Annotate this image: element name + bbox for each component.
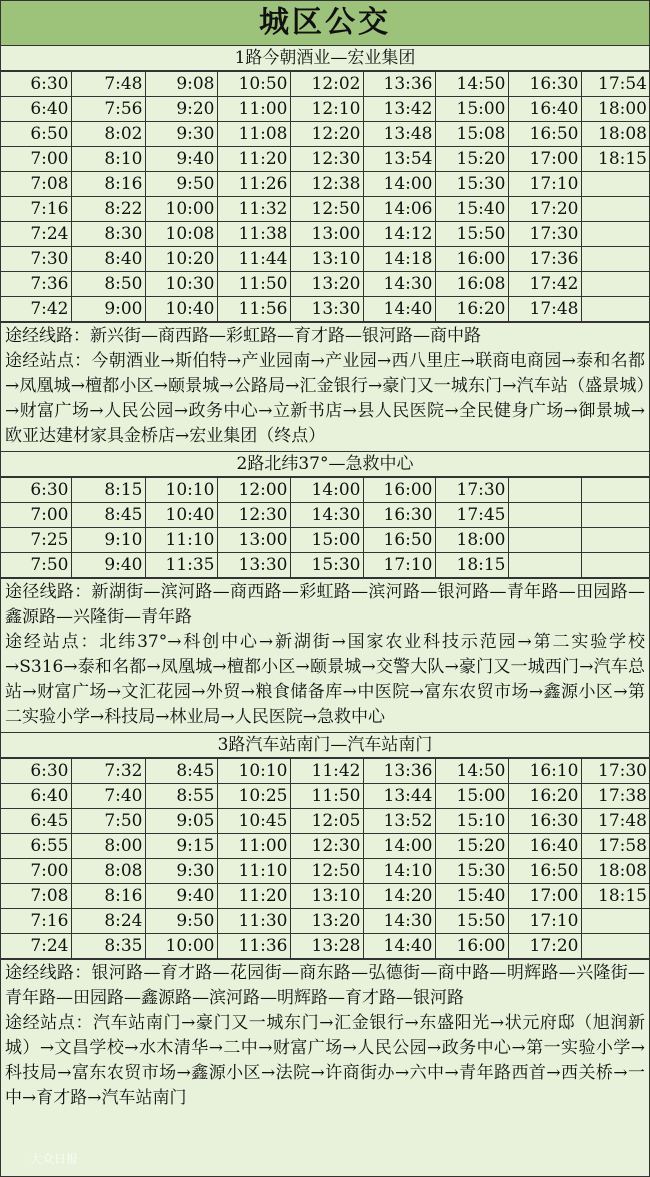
route-2-stops: 途经站点：北纬37°→科创中心→新湖街→国家农业科技示范园→第二实验学校→S316→泰和名都→凤凰城→檀都小区→颐景城→交警大队→豪门又一城西门→汽车总站→财富广场→文汇花园→外贸→粮食储备库→中医院→富东农贸市场→鑫源小区→第二实验小学→科技局→林业局→人民医院→急救中心 [5, 632, 645, 727]
departure-time-cell: 17:30 [508, 222, 581, 247]
departure-time-cell: 15:30 [435, 859, 508, 884]
departure-time-cell [508, 478, 581, 503]
departure-time-cell: 13:10 [290, 884, 363, 909]
route-2-schedule [1, 477, 649, 578]
departure-time-cell: 8:40 [71, 247, 145, 272]
departure-time-cell: 8:30 [71, 222, 145, 247]
departure-time-cell: 15:50 [435, 909, 508, 934]
schedule-row [1, 478, 649, 503]
departure-time-cell: 7:08 [1, 172, 71, 197]
departure-time-cell: 10:25 [217, 784, 290, 809]
departure-time-cell: 7:24 [1, 222, 71, 247]
departure-time-cell: 10:00 [145, 934, 217, 959]
departure-time-cell: 9:40 [71, 553, 145, 578]
departure-time-cell: 13:00 [217, 528, 290, 553]
departure-time-cell: 17:42 [508, 272, 581, 297]
page-title: 城区公交 [1, 1, 649, 46]
departure-time-cell: 9:00 [71, 297, 145, 322]
departure-time-cell: 7:00 [1, 859, 71, 884]
departure-time-cell: 14:00 [290, 478, 363, 503]
departure-time-cell: 16:50 [508, 122, 581, 147]
departure-time-cell: 11:50 [290, 784, 363, 809]
departure-time-cell [581, 934, 649, 959]
departure-time-cell: 11:10 [145, 528, 217, 553]
departure-time-cell: 14:18 [363, 247, 435, 272]
departure-time-cell: 16:50 [508, 859, 581, 884]
departure-time-cell: 9:40 [145, 147, 217, 172]
departure-time-cell: 12:30 [217, 503, 290, 528]
departure-time-cell: 18:00 [581, 97, 649, 122]
departure-time-cell: 18:15 [435, 553, 508, 578]
departure-time-cell: 7:40 [71, 784, 145, 809]
departure-time-cell [581, 553, 649, 578]
departure-time-cell [581, 247, 649, 272]
departure-time-cell: 16:20 [508, 784, 581, 809]
departure-time-cell: 16:10 [508, 759, 581, 784]
departure-time-cell: 13:20 [290, 272, 363, 297]
departure-time-cell: 6:30 [1, 759, 71, 784]
departure-time-cell: 12:30 [290, 147, 363, 172]
departure-time-cell: 11:10 [217, 859, 290, 884]
departure-time-cell: 11:00 [217, 834, 290, 859]
departure-time-cell: 6:30 [1, 72, 71, 97]
departure-time-cell [581, 503, 649, 528]
departure-time-cell: 18:15 [581, 884, 649, 909]
departure-time-cell [581, 528, 649, 553]
departure-time-cell: 8:45 [71, 503, 145, 528]
departure-time-cell: 10:08 [145, 222, 217, 247]
departure-time-cell: 7:16 [1, 197, 71, 222]
departure-time-cell: 8:16 [71, 172, 145, 197]
departure-time-cell: 13:36 [363, 759, 435, 784]
departure-time-cell: 11:20 [217, 884, 290, 909]
departure-time-cell: 11:42 [290, 759, 363, 784]
schedule-row [1, 72, 649, 97]
schedule-row [1, 934, 649, 959]
departure-time-cell: 16:08 [435, 272, 508, 297]
departure-time-cell: 6:30 [1, 478, 71, 503]
departure-time-cell: 16:30 [508, 72, 581, 97]
departure-time-cell: 13:10 [290, 247, 363, 272]
departure-time-cell: 7:00 [1, 503, 71, 528]
departure-time-cell: 8:15 [71, 478, 145, 503]
departure-time-cell: 12:00 [217, 478, 290, 503]
departure-time-cell: 15:30 [290, 553, 363, 578]
departure-time-cell: 14:12 [363, 222, 435, 247]
departure-time-cell: 7:56 [71, 97, 145, 122]
departure-time-cell: 12:30 [290, 834, 363, 859]
departure-time-cell: 7:00 [1, 147, 71, 172]
departure-time-cell: 18:15 [581, 147, 649, 172]
departure-time-cell: 16:40 [508, 97, 581, 122]
departure-time-cell: 17:36 [508, 247, 581, 272]
departure-time-cell [581, 297, 649, 322]
route-2-lines: 途径线路：新湖街—滨河路—商西路—彩虹路—滨河路—银河路—青年路—田园路—鑫源路—兴隆街—青年路 [5, 582, 645, 627]
departure-time-cell: 11:44 [217, 247, 290, 272]
departure-time-cell: 12:20 [290, 122, 363, 147]
departure-time-cell: 14:40 [363, 934, 435, 959]
departure-time-cell: 8:35 [71, 934, 145, 959]
departure-time-cell: 14:30 [363, 272, 435, 297]
departure-time-cell: 17:20 [508, 197, 581, 222]
departure-time-cell: 13:44 [363, 784, 435, 809]
departure-time-cell: 17:20 [508, 934, 581, 959]
departure-time-cell [508, 528, 581, 553]
route-3-lines: 途经线路：银河路—育才路—花园街—商东路—弘德街—商中路—明辉路—兴隆街—青年路—田园路—鑫源路—滨河路—明辉路—育才路—银河路 [5, 963, 645, 1008]
departure-time-cell: 10:10 [217, 759, 290, 784]
departure-time-cell: 12:38 [290, 172, 363, 197]
departure-time-cell: 8:16 [71, 884, 145, 909]
departure-time-cell: 18:00 [435, 528, 508, 553]
departure-time-cell: 16:00 [363, 478, 435, 503]
schedule-row [1, 172, 649, 197]
departure-time-cell: 16:20 [435, 297, 508, 322]
departure-time-cell: 17:48 [508, 297, 581, 322]
departure-time-cell: 15:00 [435, 97, 508, 122]
watermark-logo [30, 1150, 78, 1167]
route-2-info [1, 578, 649, 733]
route-3-stops: 途经站点：汽车站南门→豪门又一城东门→汇金银行→东盛阳光→状元府邸（旭润新城）→文昌学校→水木清华→二中→财富广场→人民公园→政务中心→第一实验小学→科技局→富东农贸市场→鑫源小区→法院→许商街办→六中→青年路西首→西关桥→一中→育才路→汽车站南门 [5, 1013, 645, 1108]
departure-time-cell: 16:30 [508, 809, 581, 834]
route-3-title: 3路汽车站南门—汽车站南门 [1, 733, 649, 758]
departure-time-cell: 17:10 [508, 909, 581, 934]
departure-time-cell: 15:40 [435, 884, 508, 909]
schedule-row [1, 553, 649, 578]
departure-time-cell: 17:38 [581, 784, 649, 809]
departure-time-cell: 10:45 [217, 809, 290, 834]
departure-time-cell: 7:30 [1, 247, 71, 272]
departure-time-cell: 12:50 [290, 859, 363, 884]
departure-time-cell: 14:50 [435, 759, 508, 784]
departure-time-cell [581, 909, 649, 934]
route-1-info [1, 322, 649, 452]
departure-time-cell: 11:38 [217, 222, 290, 247]
departure-time-cell: 17:58 [581, 834, 649, 859]
departure-time-cell: 13:42 [363, 97, 435, 122]
departure-time-cell: 7:25 [1, 528, 71, 553]
departure-time-cell: 17:10 [363, 553, 435, 578]
departure-time-cell: 10:40 [145, 297, 217, 322]
departure-time-cell: 11:30 [217, 909, 290, 934]
route-1-stops: 途经站点：今朝酒业→斯伯特→产业园南→产业园→西八里庄→联商电商园→泰和名都→凤凰城→檀都小区→颐景城→公路局→汇金银行→豪门又一城东门→汽车站（盛景城）→财富广场→人民公园→政务中心→立新书店→县人民医院→全民健身广场→御景城→欧亚达建材家具金桥店→宏业集团（终点） [5, 351, 645, 446]
departure-time-cell: 7:16 [1, 909, 71, 934]
schedule-row [1, 784, 649, 809]
schedule-row [1, 759, 649, 784]
departure-time-cell: 16:50 [363, 528, 435, 553]
schedule-row [1, 97, 649, 122]
schedule-row [1, 147, 649, 172]
departure-time-cell: 10:50 [217, 72, 290, 97]
departure-time-cell: 9:05 [145, 809, 217, 834]
departure-time-cell: 9:20 [145, 97, 217, 122]
departure-time-cell: 11:50 [217, 272, 290, 297]
departure-time-cell: 12:02 [290, 72, 363, 97]
departure-time-cell: 9:08 [145, 72, 217, 97]
departure-time-cell: 9:30 [145, 122, 217, 147]
departure-time-cell: 11:00 [217, 97, 290, 122]
route-2-title: 2路北纬37°—急救中心 [1, 452, 649, 477]
departure-time-cell: 11:20 [217, 147, 290, 172]
departure-time-cell: 6:50 [1, 122, 71, 147]
departure-time-cell: 18:08 [581, 859, 649, 884]
departure-time-cell: 15:20 [435, 834, 508, 859]
departure-time-cell: 7:42 [1, 297, 71, 322]
departure-time-cell: 8:55 [145, 784, 217, 809]
departure-time-cell: 16:00 [435, 934, 508, 959]
departure-time-cell: 12:50 [290, 197, 363, 222]
departure-time-cell: 15:10 [435, 809, 508, 834]
departure-time-cell: 17:00 [508, 147, 581, 172]
departure-time-cell: 13:30 [290, 297, 363, 322]
departure-time-cell [508, 503, 581, 528]
departure-time-cell: 9:30 [145, 859, 217, 884]
departure-time-cell: 15:08 [435, 122, 508, 147]
schedule-row [1, 247, 649, 272]
departure-time-cell: 15:30 [435, 172, 508, 197]
departure-time-cell [581, 172, 649, 197]
departure-time-cell: 8:50 [71, 272, 145, 297]
departure-time-cell: 17:48 [581, 809, 649, 834]
departure-time-cell: 6:40 [1, 97, 71, 122]
route-1-schedule [1, 71, 649, 322]
departure-time-cell: 17:45 [435, 503, 508, 528]
departure-time-cell: 17:30 [435, 478, 508, 503]
route-3-info [1, 959, 649, 1113]
departure-time-cell [581, 478, 649, 503]
departure-time-cell: 11:36 [217, 934, 290, 959]
departure-time-cell: 14:30 [290, 503, 363, 528]
departure-time-cell: 13:54 [363, 147, 435, 172]
departure-time-cell: 14:20 [363, 884, 435, 909]
departure-time-cell: 10:00 [145, 197, 217, 222]
departure-time-cell: 7:50 [1, 553, 71, 578]
departure-time-cell [581, 272, 649, 297]
schedule-row [1, 272, 649, 297]
departure-time-cell: 14:06 [363, 197, 435, 222]
departure-time-cell: 15:50 [435, 222, 508, 247]
departure-time-cell: 8:00 [71, 834, 145, 859]
departure-time-cell: 16:40 [508, 834, 581, 859]
departure-time-cell: 8:10 [71, 147, 145, 172]
schedule-row [1, 297, 649, 322]
departure-time-cell: 15:40 [435, 197, 508, 222]
route-3-schedule [1, 758, 649, 959]
departure-time-cell: 17:54 [581, 72, 649, 97]
schedule-row [1, 809, 649, 834]
departure-time-cell: 17:30 [581, 759, 649, 784]
departure-time-cell: 14:10 [363, 859, 435, 884]
departure-time-cell: 10:10 [145, 478, 217, 503]
schedule-row [1, 503, 649, 528]
departure-time-cell: 9:40 [145, 884, 217, 909]
departure-time-cell: 15:00 [435, 784, 508, 809]
departure-time-cell: 7:36 [1, 272, 71, 297]
departure-time-cell: 11:08 [217, 122, 290, 147]
departure-time-cell: 14:30 [363, 909, 435, 934]
departure-time-cell: 10:30 [145, 272, 217, 297]
departure-time-cell: 14:40 [363, 297, 435, 322]
departure-time-cell: 13:20 [290, 909, 363, 934]
departure-time-cell: 7:50 [71, 809, 145, 834]
departure-time-cell: 7:48 [71, 72, 145, 97]
departure-time-cell: 8:02 [71, 122, 145, 147]
departure-time-cell: 6:45 [1, 809, 71, 834]
departure-time-cell: 12:10 [290, 97, 363, 122]
departure-time-cell: 13:28 [290, 934, 363, 959]
departure-time-cell [581, 197, 649, 222]
departure-time-cell: 18:08 [581, 122, 649, 147]
schedule-row [1, 909, 649, 934]
departure-time-cell: 17:00 [508, 884, 581, 909]
departure-time-cell: 11:26 [217, 172, 290, 197]
departure-time-cell: 8:24 [71, 909, 145, 934]
departure-time-cell: 8:08 [71, 859, 145, 884]
departure-time-cell: 17:10 [508, 172, 581, 197]
departure-time-cell: 11:35 [145, 553, 217, 578]
departure-time-cell: 16:00 [435, 247, 508, 272]
departure-time-cell: 7:32 [71, 759, 145, 784]
departure-time-cell: 6:55 [1, 834, 71, 859]
departure-time-cell: 7:08 [1, 884, 71, 909]
departure-time-cell: 15:20 [435, 147, 508, 172]
schedule-row [1, 197, 649, 222]
schedule-row [1, 859, 649, 884]
departure-time-cell: 8:22 [71, 197, 145, 222]
schedule-row [1, 222, 649, 247]
departure-time-cell: 13:30 [217, 553, 290, 578]
schedule-row [1, 884, 649, 909]
departure-time-cell: 8:45 [145, 759, 217, 784]
departure-time-cell: 13:00 [290, 222, 363, 247]
departure-time-cell: 9:50 [145, 172, 217, 197]
departure-time-cell: 13:36 [363, 72, 435, 97]
departure-time-cell: 10:20 [145, 247, 217, 272]
departure-time-cell: 13:48 [363, 122, 435, 147]
departure-time-cell: 9:15 [145, 834, 217, 859]
departure-time-cell [581, 222, 649, 247]
departure-time-cell: 13:52 [363, 809, 435, 834]
departure-time-cell: 14:00 [363, 834, 435, 859]
departure-time-cell: 12:05 [290, 809, 363, 834]
departure-time-cell: 14:50 [435, 72, 508, 97]
departure-time-cell: 14:00 [363, 172, 435, 197]
schedule-row [1, 528, 649, 553]
departure-time-cell: 10:40 [145, 503, 217, 528]
schedule-row [1, 834, 649, 859]
departure-time-cell: 11:56 [217, 297, 290, 322]
departure-time-cell: 7:24 [1, 934, 71, 959]
route-1-title: 1路今朝酒业—宏业集团 [1, 46, 649, 71]
schedule-row [1, 122, 649, 147]
departure-time-cell: 6:40 [1, 784, 71, 809]
departure-time-cell: 9:50 [145, 909, 217, 934]
departure-time-cell: 15:00 [290, 528, 363, 553]
watermark-text: 大众日报 [30, 1152, 79, 1166]
departure-time-cell: 16:30 [363, 503, 435, 528]
departure-time-cell: 11:32 [217, 197, 290, 222]
departure-time-cell [508, 553, 581, 578]
route-1-lines: 途经线路：新兴街—商西路—彩虹路—育才路—银河路—商中路 [5, 326, 481, 346]
departure-time-cell: 9:10 [71, 528, 145, 553]
